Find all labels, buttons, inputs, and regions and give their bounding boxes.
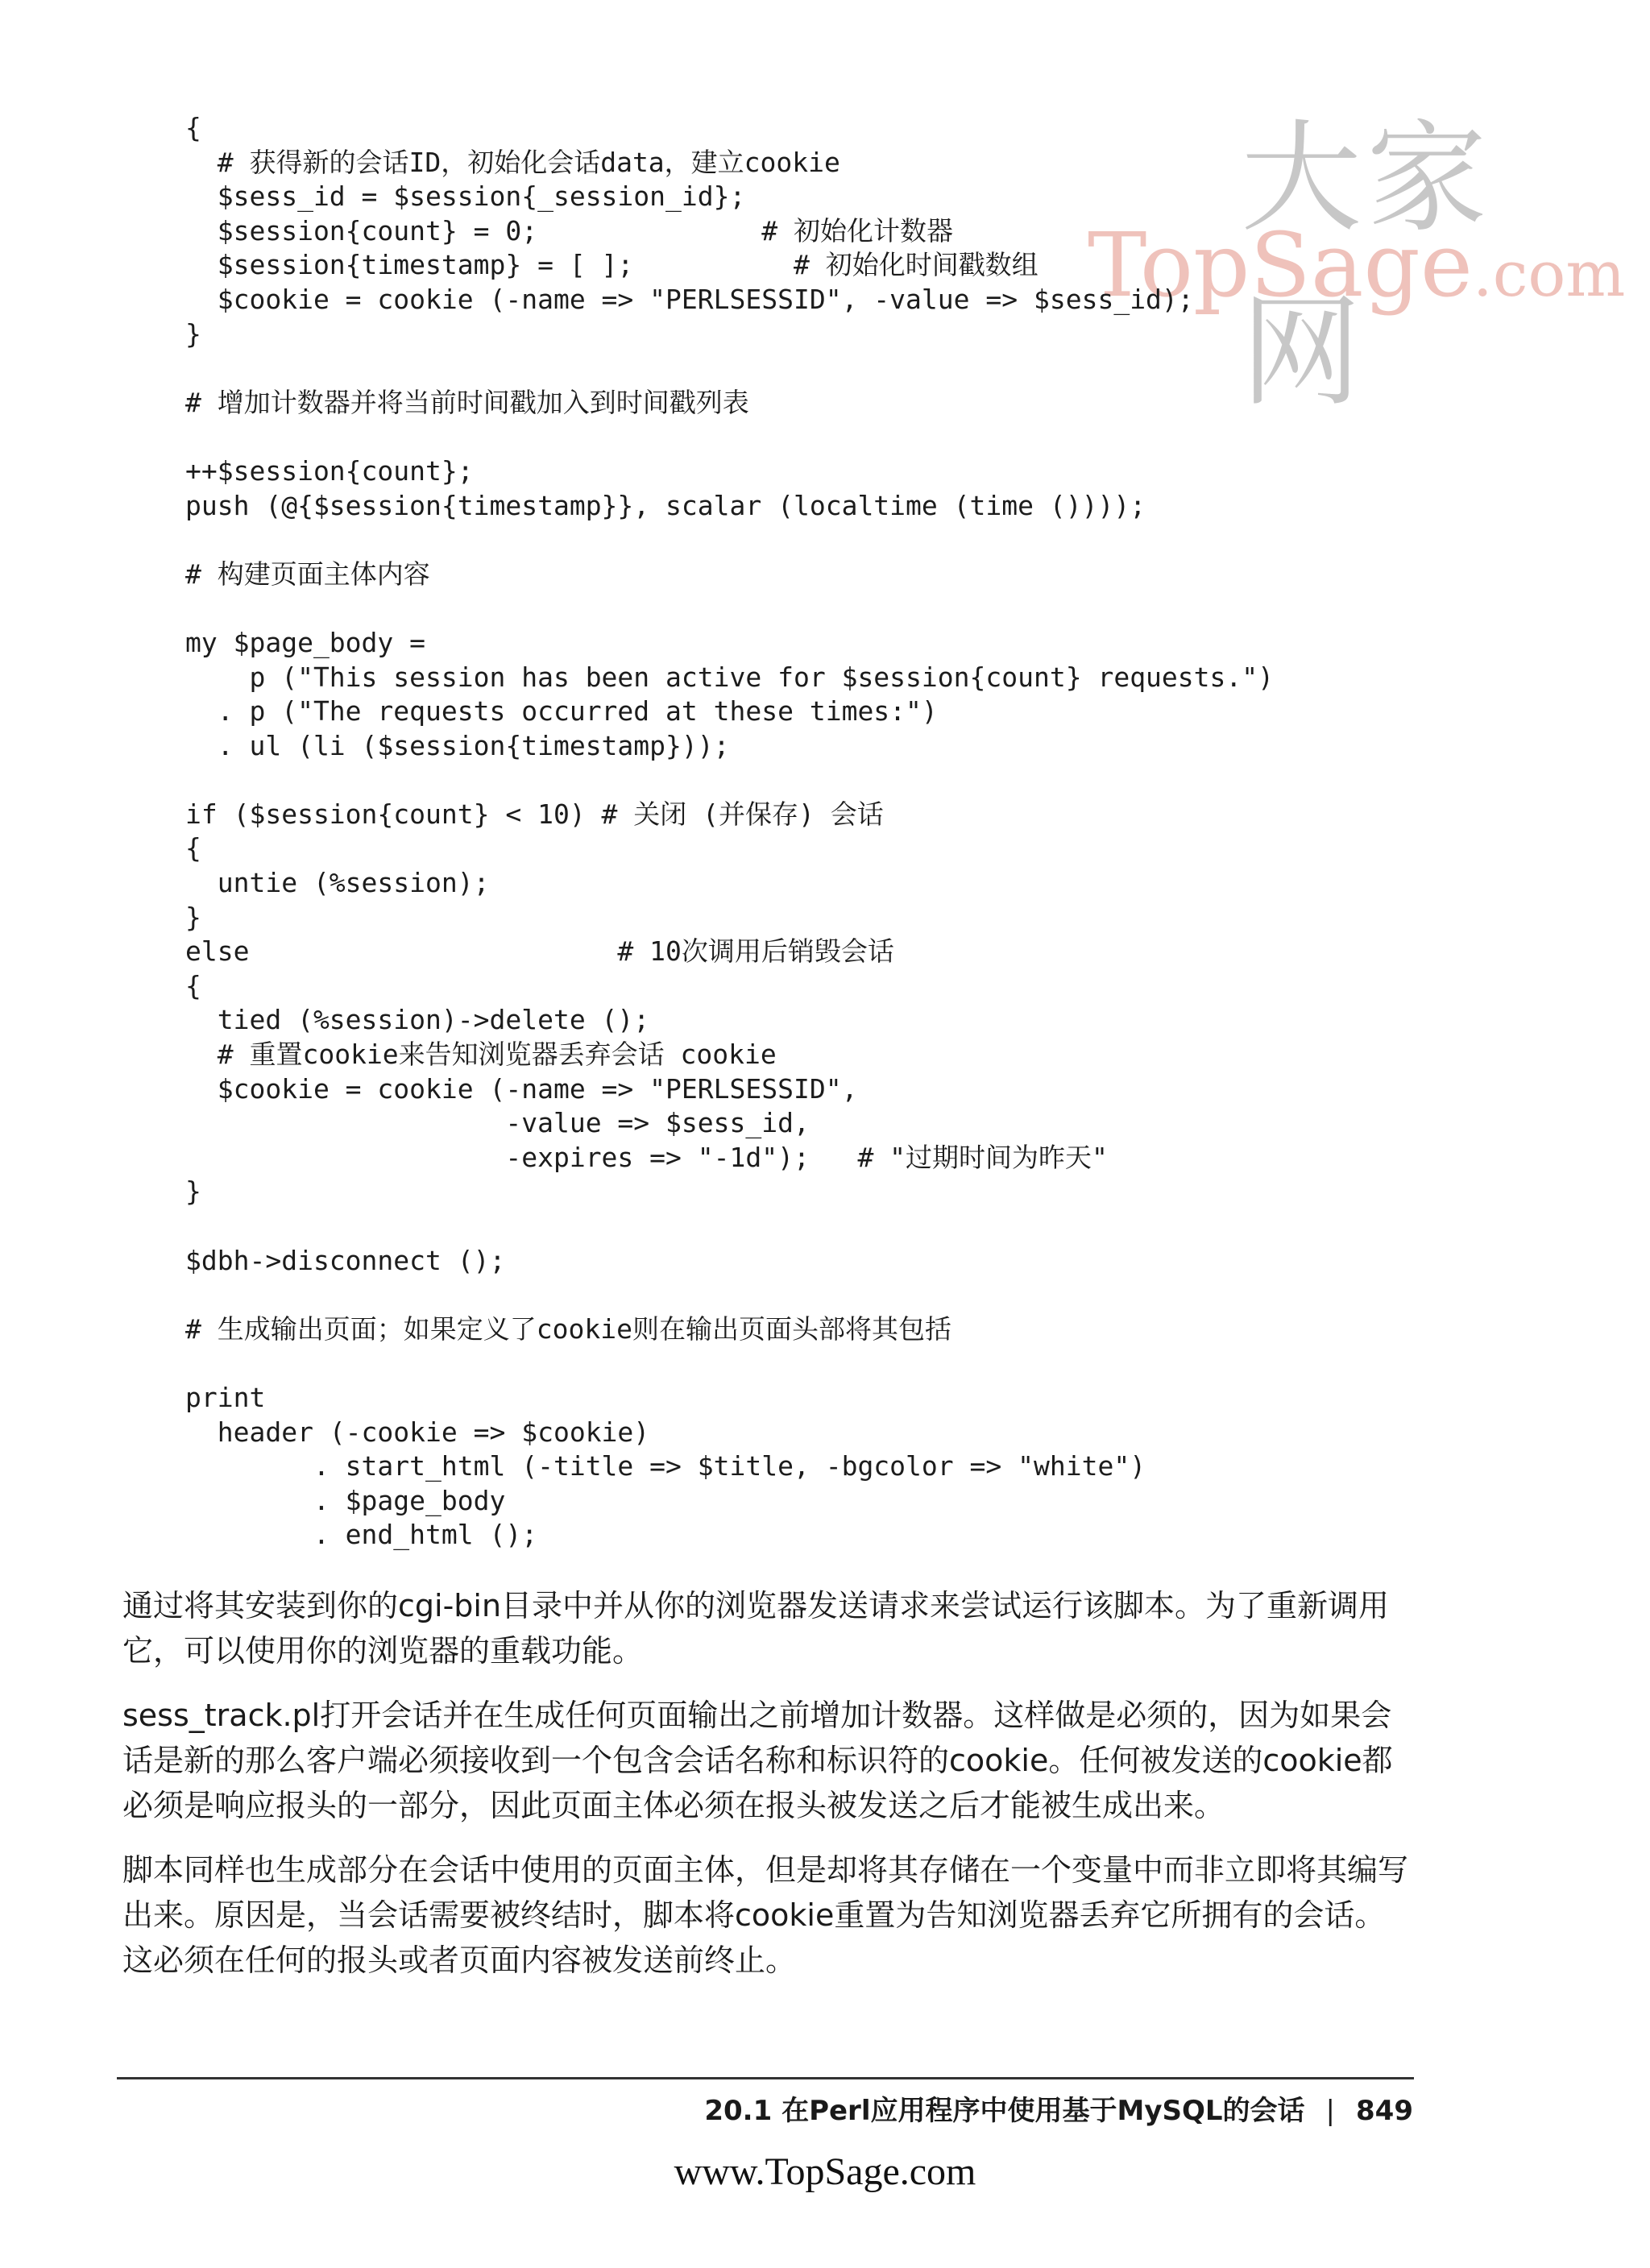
- code-line: # 生成输出页面；如果定义了cookie则在输出页面头部将其包括: [185, 1312, 951, 1345]
- code-line: # 获得新的会话ID，初始化会话data，建立cookie: [185, 146, 840, 178]
- site-url: www.TopSage.com: [674, 2150, 976, 2193]
- code-line: [185, 1346, 1274, 1381]
- paragraph-page-body-explanation: 脚本同样也生成部分在会话中使用的页面主体，但是却将其存储在一个变量中而非立即将其编写出来。原因是，当会话需要被终结时，脚本将cookie重置为告知浏览器丢弃它所拥有的会话。这必须在任何的报头或者页面内容被发送前终止。: [122, 1852, 1409, 1978]
- code-line: [185, 523, 1274, 558]
- code-line: $cookie = cookie (-name => "PERLSESSID", -value => $sess_id);: [185, 283, 1194, 315]
- code-line: # 构建页面主体内容: [185, 558, 430, 590]
- code-line: -expires => "-1d"); # "过期时间为昨天": [185, 1141, 1108, 1173]
- code-line: else # 10次调用后销毁会话: [185, 935, 894, 968]
- code-line: . end_html ();: [185, 1519, 538, 1551]
- code-line: [185, 591, 1274, 626]
- watermark-chinese-text: 大家网: [1241, 109, 1493, 423]
- code-line: }: [185, 901, 201, 933]
- code-line: {: [185, 112, 201, 143]
- watermark-english-main: TopSage: [1088, 214, 1473, 317]
- code-line: }: [185, 1175, 201, 1208]
- code-line: . $page_body: [185, 1484, 506, 1516]
- perl-code-listing: [185, 111, 1274, 1553]
- code-line: ++$session{count};: [185, 454, 474, 487]
- code-line: if ($session{count} < 10) # 关闭 (并保存) 会话: [185, 798, 884, 830]
- code-line: -value => $sess_id,: [185, 1107, 810, 1139]
- code-line: [185, 420, 1274, 454]
- code-line: [185, 351, 1274, 386]
- code-line: my $page_body =: [185, 626, 426, 658]
- code-line: . start_html (-title => $title, -bgcolor => "white"): [185, 1450, 1146, 1482]
- footer-separator: |: [1325, 2095, 1336, 2127]
- code-line: }: [185, 317, 201, 350]
- paragraph-run-script: 通过将其安装到你的cgi-bin目录中并从你的浏览器发送请求来尝试运行该脚本。为了重新调用它，可以使用你的浏览器的重载功能。: [122, 1588, 1390, 1669]
- code-line: [185, 763, 1274, 798]
- code-line: p ("This session has been active for $session{count} requests."): [185, 661, 1275, 693]
- page-footer: [704, 2088, 1413, 2128]
- code-line: $session{timestamp} = [ ]; # 初始化时间戳数组: [185, 249, 1039, 281]
- code-line: $dbh->disconnect ();: [185, 1244, 506, 1276]
- paragraph-counter-explanation: sess_track.pl打开会话并在生成任何页面输出之前增加计数器。这样做是必须的，因为如果会话是新的那么客户端必须接收到一个包含会话名称和标识符的cookie。任何被发送的cookie都必须是响应报头的一部分，因此页面主体必须在报头被发送之后才能被生成出来。: [122, 1698, 1393, 1823]
- code-line: # 重置cookie来告知浏览器丢弃会话 cookie: [185, 1039, 777, 1071]
- code-line: {: [185, 832, 201, 864]
- page-number: 849: [1356, 2095, 1413, 2127]
- code-line: . p ("The requests occurred at these times:"): [185, 695, 938, 728]
- code-line: # 增加计数器并将当前时间戳加入到时间戳列表: [185, 386, 749, 418]
- body-text: [122, 1583, 1412, 2002]
- code-line: . ul (li ($session{timestamp}));: [185, 729, 730, 761]
- code-line: print: [185, 1381, 266, 1413]
- code-line: $cookie = cookie (-name => "PERLSESSID",: [185, 1072, 858, 1105]
- code-line: header (-cookie => $cookie): [185, 1416, 650, 1448]
- code-line: push (@{$session{timestamp}}, scalar (localtime (time ())));: [185, 489, 1146, 521]
- watermark-english-suffix: .com: [1472, 238, 1626, 311]
- code-line: tied (%session)->delete ();: [185, 1004, 650, 1036]
- code-line: [185, 1278, 1274, 1312]
- footer-divider: [117, 2077, 1414, 2079]
- code-line: {: [185, 969, 201, 1001]
- footer-section-title: 20.1 在Perl应用程序中使用基于MySQL的会话: [704, 2095, 1305, 2127]
- code-line: $session{count} = 0; # 初始化计数器: [185, 214, 953, 247]
- code-line: untie (%session);: [185, 867, 490, 899]
- code-line: [185, 1209, 1274, 1244]
- code-line: $sess_id = $session{_session_id};: [185, 180, 746, 213]
